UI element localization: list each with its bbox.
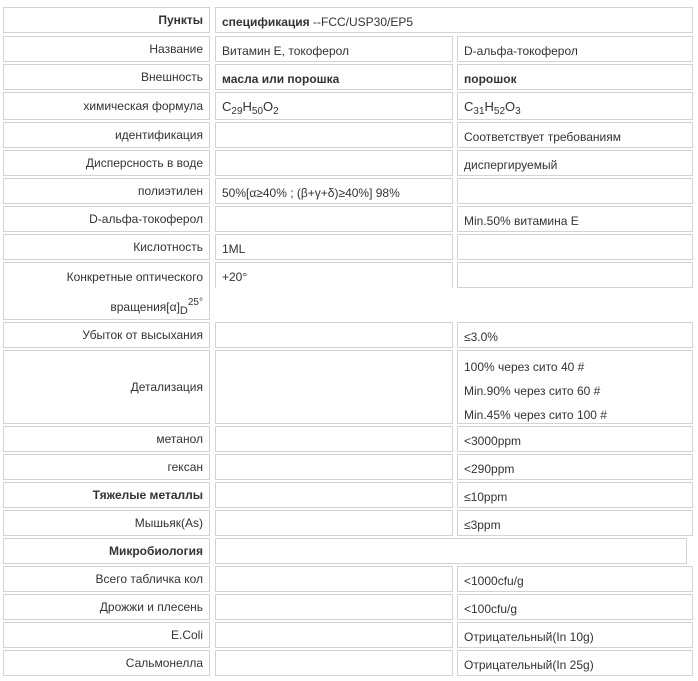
row-value-b: <3000ppm — [464, 434, 522, 448]
row-value-b-cell — [457, 206, 693, 232]
row-value-b: Отрицательный(In 10g) — [464, 630, 594, 644]
row-value-a-cell — [215, 566, 453, 592]
row-value-a-cell — [215, 150, 453, 176]
row-label: E.Coli — [170, 628, 203, 642]
row-label-cell — [3, 64, 210, 90]
row-label-cell — [3, 482, 210, 508]
sieve-line: Min.45% через сито 100 # — [464, 408, 607, 422]
formula-a: $C_{29}H_{50}O_2$ — [222, 99, 279, 117]
row-value-b: ≤3.0% — [464, 330, 498, 344]
row-value-b-cell — [457, 64, 693, 90]
row-label: Убыток от высыхания — [82, 328, 203, 342]
row-label-cell — [3, 566, 210, 592]
row-value-b-cell — [457, 322, 693, 348]
row-value-b: порошок — [464, 72, 517, 86]
row-value-b-cell — [457, 510, 693, 536]
row-label-cell — [3, 594, 210, 620]
row-label: идентификация — [114, 128, 203, 142]
row-value-a-cell — [215, 322, 453, 348]
row-value-b: диспергируемый — [464, 158, 558, 172]
row-value-a-cell — [215, 64, 453, 90]
row-label: метанол — [156, 432, 203, 446]
row-label-cell — [3, 650, 210, 676]
row-value-b-cell — [457, 178, 693, 204]
optical-rotation-label: Конкретные оптического $вращения[\alpha]_D^{25^\circ}$ — [66, 270, 203, 317]
row-value-b: Соответствует требованиям — [464, 130, 621, 144]
formula-a-cell — [215, 92, 453, 120]
row-value-a-cell — [215, 350, 453, 424]
row-label-cell — [3, 510, 210, 536]
row-label-cell — [3, 454, 210, 480]
row-label: полиэтилен — [138, 184, 203, 198]
row-value-a-cell — [215, 36, 453, 62]
row-value-a-cell — [215, 622, 453, 648]
row-label-cell — [3, 322, 210, 348]
sieve-cell — [457, 350, 693, 424]
row-value-a-cell — [215, 122, 453, 148]
row-value-b-cell — [457, 650, 693, 676]
row-label-cell — [3, 36, 210, 62]
row-label: Название — [149, 42, 203, 56]
row-value-b-cell — [457, 622, 693, 648]
row-label: Всего табличка кол — [95, 572, 203, 586]
row-value-b: <290ppm — [464, 462, 515, 476]
row-label: Сальмонелла — [125, 656, 203, 670]
row-value-b-cell — [457, 36, 693, 62]
row-value-b: <1000cfu/g — [464, 574, 524, 588]
row-label-cell — [3, 234, 210, 260]
row-value-a-cell — [215, 454, 453, 480]
row-label-cell — [3, 622, 210, 648]
row-label: Детализация — [130, 380, 203, 394]
sieve-line: Min.90% через сито 60 # — [464, 384, 601, 398]
row-value-a-cell — [215, 178, 453, 204]
header-spec-label: спецификация — [222, 15, 310, 29]
row-value-b: D-альфа-токоферол — [464, 44, 578, 58]
row-value-a-cell — [215, 234, 453, 260]
row-value-a: масла или порошка — [222, 72, 340, 86]
row-value-b: ≤10ppm — [464, 490, 508, 504]
row-value-b-cell — [457, 426, 693, 452]
header-items-cell — [3, 7, 210, 33]
row-value-b-cell — [457, 454, 693, 480]
row-value-b-cell — [457, 262, 693, 288]
header-items-label: Пункты — [158, 13, 203, 27]
row-label-cell — [3, 150, 210, 176]
formula-b-cell — [457, 92, 693, 120]
row-value-b-cell — [457, 234, 693, 260]
row-value-a-cell — [215, 650, 453, 676]
row-value-b-cell — [457, 482, 693, 508]
row-value-a-cell — [215, 482, 453, 508]
row-value-b-cell — [457, 594, 693, 620]
header-spec-cell — [215, 7, 693, 33]
row-label: Тяжелые металлы — [92, 488, 203, 502]
row-value-b-cell — [457, 122, 693, 148]
row-value-b-cell — [457, 150, 693, 176]
row-label: гексан — [167, 460, 203, 474]
row-label: D-альфа-токоферол — [89, 212, 203, 226]
row-value-b: Отрицательный(In 25g) — [464, 658, 594, 672]
row-label-cell — [3, 122, 210, 148]
row-label-cell — [3, 350, 210, 424]
microbiology-value-cell — [215, 538, 687, 564]
row-value-a-cell — [215, 262, 453, 288]
row-label: химическая формула — [83, 99, 203, 113]
row-value-a-cell — [215, 594, 453, 620]
row-label: Дрожжи и плесень — [99, 600, 203, 614]
row-label: Мышьяк(As) — [134, 516, 203, 530]
row-label-cell — [3, 92, 210, 120]
sieve-line: 100% через сито 40 # — [464, 360, 585, 374]
row-value-a: Витамин Е, токоферол — [222, 44, 350, 58]
header-spec-standards: --FCC/USP30/EP5 — [309, 15, 414, 29]
row-value-b: ≤3ppm — [464, 518, 501, 532]
row-value-b: Min.50% витамина Е — [464, 214, 579, 228]
row-label-cell — [3, 538, 210, 564]
row-label: Дисперсность в воде — [85, 156, 203, 170]
row-label-cell — [3, 206, 210, 232]
row-value-a-cell — [215, 426, 453, 452]
row-label-cell — [3, 426, 210, 452]
microbiology-label: Микробиология — [108, 544, 203, 558]
row-label: Внешность — [141, 70, 203, 84]
formula-b: $C_{31}H_{52}O_3$ — [464, 99, 521, 117]
row-label-cell — [3, 178, 210, 204]
row-value-a: +20° — [222, 270, 248, 284]
row-value-b-cell — [457, 566, 693, 592]
row-value-a-cell — [215, 510, 453, 536]
row-value-b: <100cfu/g — [464, 602, 518, 616]
row-value-a: 50%[α≥40% ; (β+γ+δ)≥40%] 98% — [222, 186, 400, 200]
row-label-cell — [3, 262, 210, 320]
row-label: Кислотность — [133, 240, 203, 254]
row-value-a: 1ML — [222, 242, 246, 256]
row-value-a-cell — [215, 206, 453, 232]
